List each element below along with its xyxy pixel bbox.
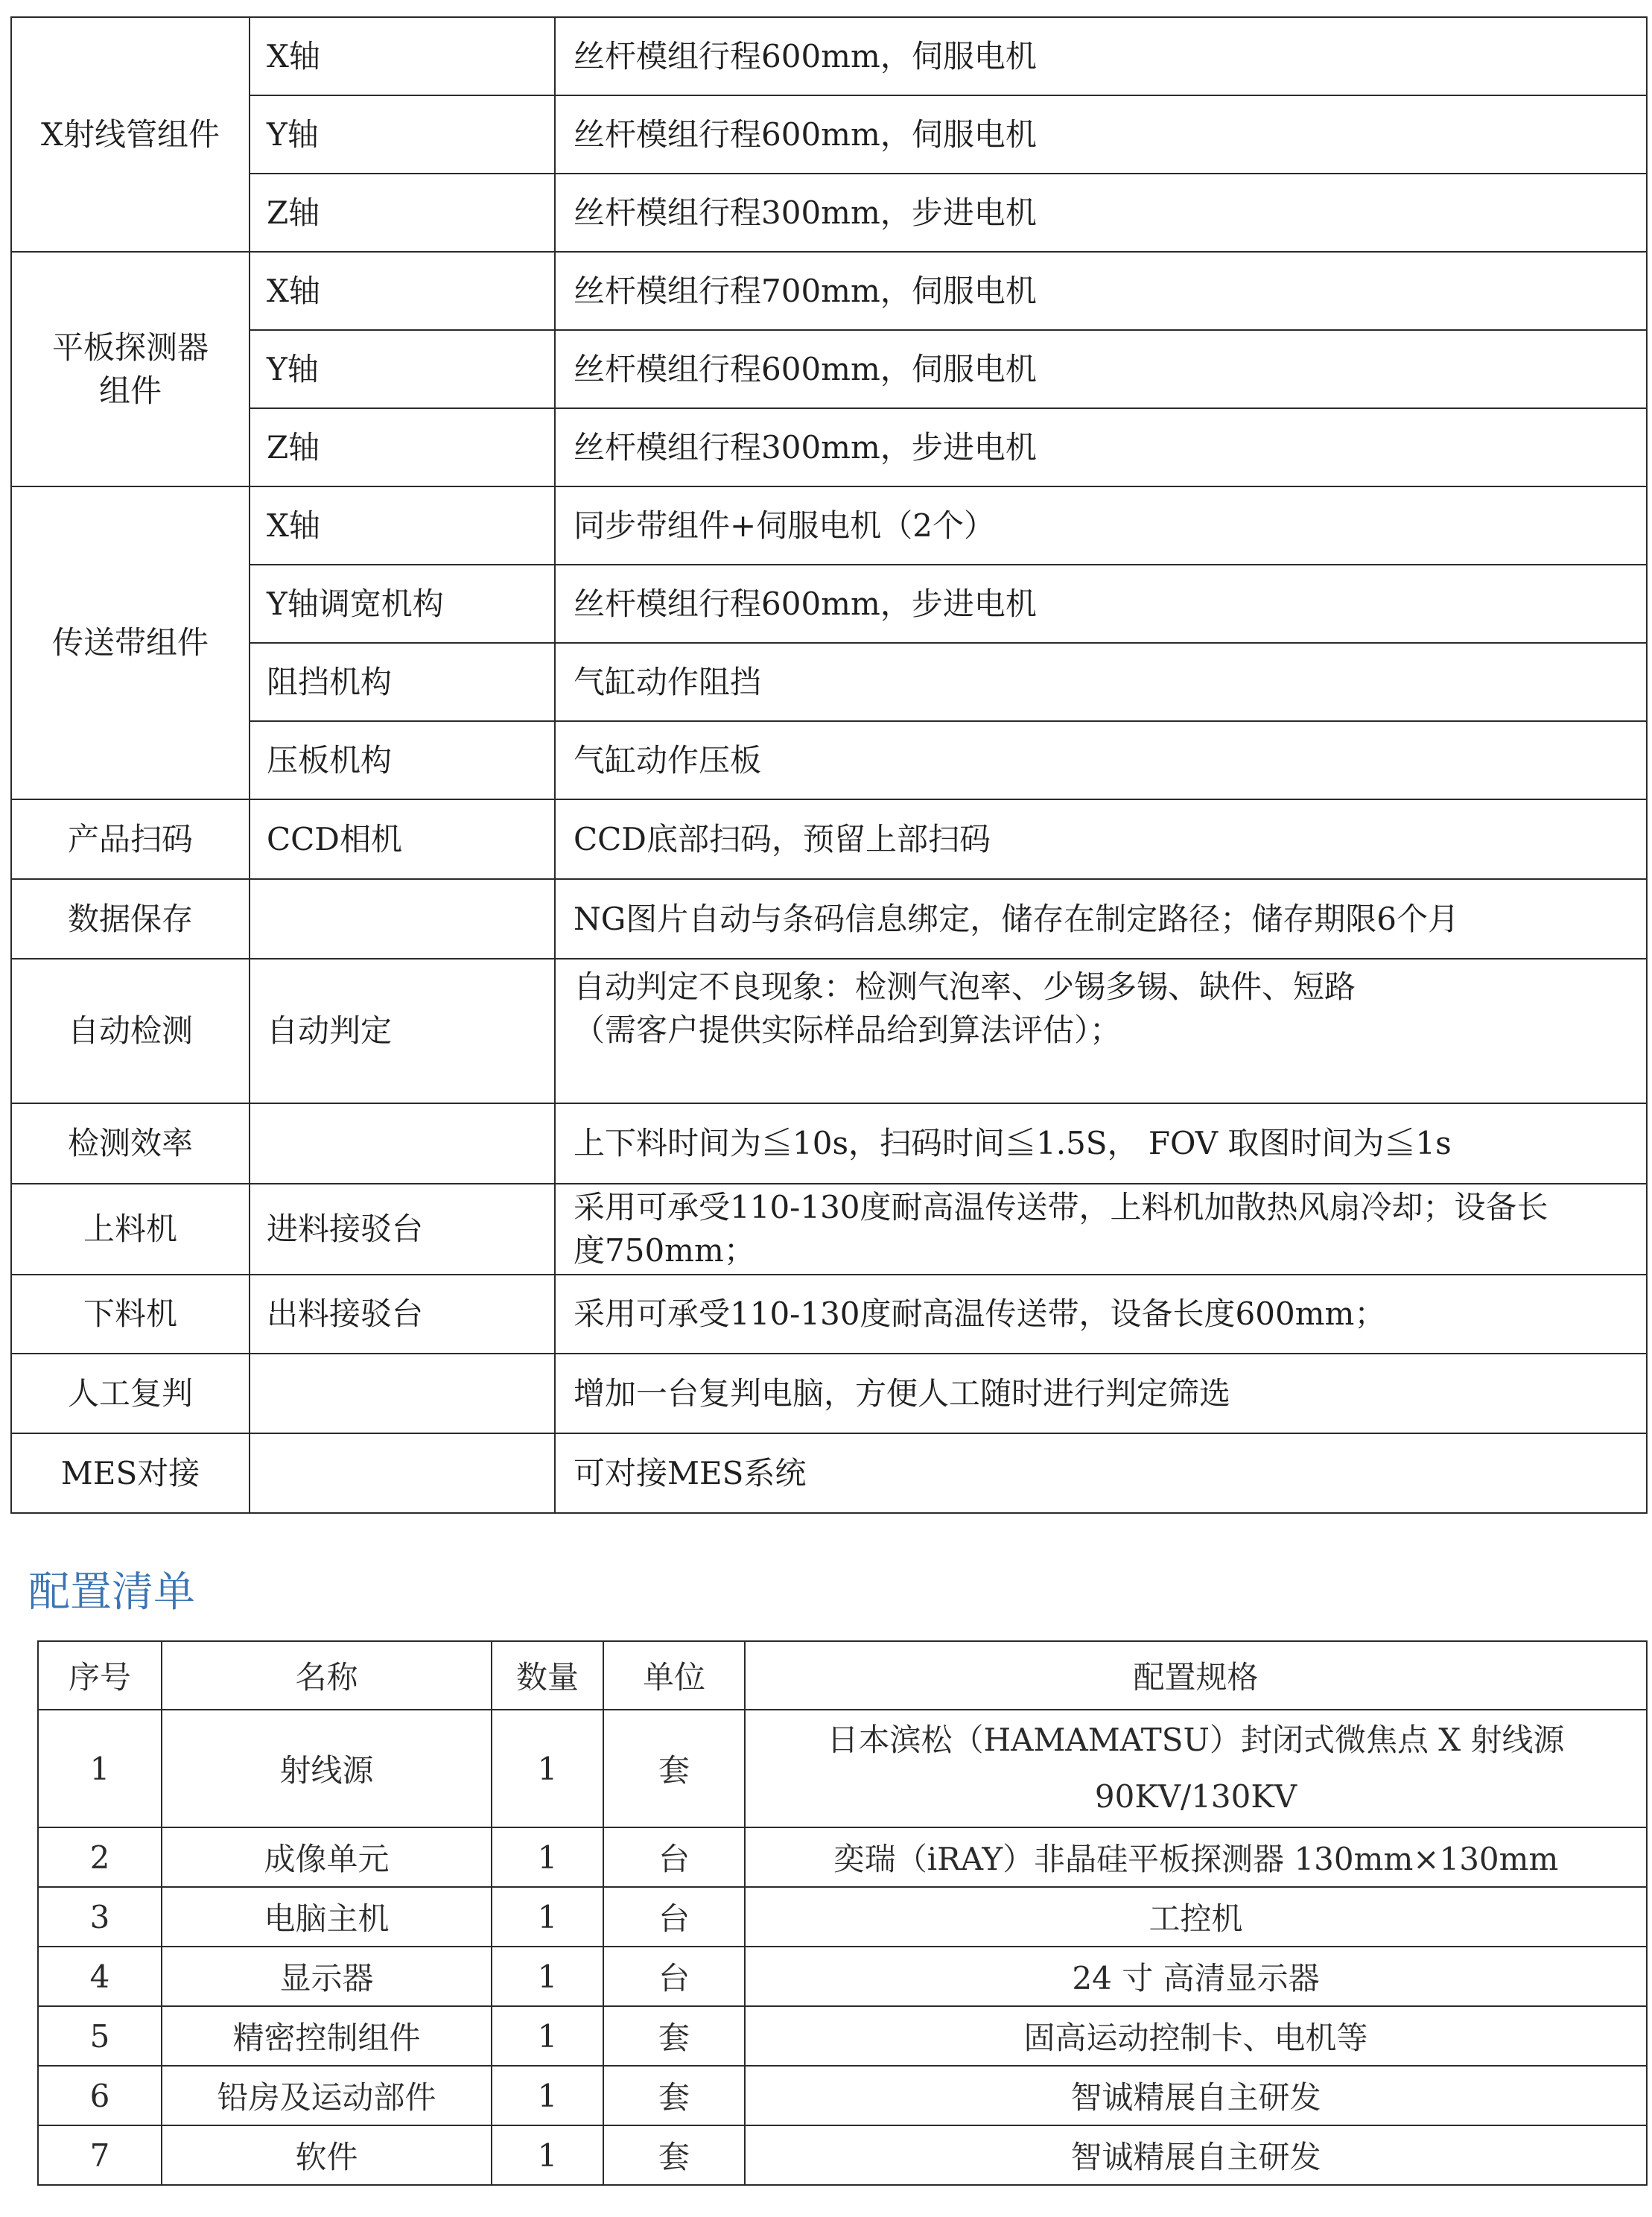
unit-cell: 台	[603, 1827, 745, 1887]
desc-cell: 采用可承受110-130度耐高温传送带，设备长度600mm；	[555, 1275, 1647, 1354]
desc-cell: 丝杆模组行程600mm，伺服电机	[555, 95, 1647, 174]
table-row	[11, 1275, 1647, 1354]
sub-cell: Z轴	[250, 408, 555, 486]
group-cell: 下料机	[11, 1275, 250, 1354]
table-row	[11, 408, 1647, 486]
header-cell: 名称	[162, 1641, 492, 1710]
name-cell: 铅房及运动部件	[162, 2066, 492, 2125]
name-cell: 软件	[162, 2125, 492, 2185]
table-row	[38, 1947, 1647, 2006]
name-cell: 电脑主机	[162, 1887, 492, 1947]
unit-cell: 套	[603, 2066, 745, 2125]
table-row	[11, 1184, 1647, 1275]
sub-cell: 进料接驳台	[250, 1184, 555, 1275]
table-row	[11, 879, 1647, 959]
sub-cell: X轴	[250, 252, 555, 330]
table-row	[11, 643, 1647, 721]
unit-cell: 套	[603, 2006, 745, 2066]
group-cell: 检测效率	[11, 1103, 250, 1184]
no-cell: 5	[38, 2006, 162, 2066]
table-row	[38, 2006, 1647, 2066]
table-row	[38, 2066, 1647, 2125]
qty-cell: 1	[492, 2125, 603, 2185]
spec-cell: 工控机	[745, 1887, 1647, 1947]
desc-line: 度750mm；	[574, 1232, 755, 1269]
table-row	[11, 959, 1647, 1103]
config-table	[37, 1640, 1648, 2186]
table-row	[11, 721, 1647, 799]
no-cell: 7	[38, 2125, 162, 2185]
group-cell	[11, 252, 250, 486]
section-title: 配置清单	[28, 1568, 195, 1617]
name-cell: 精密控制组件	[162, 2006, 492, 2066]
unit-cell: 套	[603, 2125, 745, 2185]
spec-line: 90KV/130KV	[1094, 1778, 1297, 1815]
spec-line: 日本滨松（HAMAMATSU）封闭式微焦点 X 射线源	[827, 1722, 1565, 1758]
no-cell: 4	[38, 1947, 162, 2006]
table-row	[38, 1710, 1647, 1827]
sub-cell: Y轴调宽机构	[250, 565, 555, 643]
sub-cell	[250, 1354, 555, 1433]
sub-cell	[250, 879, 555, 959]
sub-cell: X轴	[250, 17, 555, 95]
unit-cell: 台	[603, 1887, 745, 1947]
qty-cell: 1	[492, 1710, 603, 1827]
table-row	[11, 252, 1647, 330]
table-row	[11, 17, 1647, 95]
desc-cell: 气缸动作压板	[555, 721, 1647, 799]
name-cell: 成像单元	[162, 1827, 492, 1887]
qty-cell: 1	[492, 1887, 603, 1947]
table-row	[38, 2125, 1647, 2185]
desc-cell: 气缸动作阻挡	[555, 643, 1647, 721]
name-cell: 显示器	[162, 1947, 492, 2006]
spec-cell: 智诚精展自主研发	[745, 2125, 1647, 2185]
desc-cell: 上下料时间为≦10s，扫码时间≦1.5S， FOV 取图时间为≦1s	[555, 1103, 1647, 1184]
qty-cell: 1	[492, 1827, 603, 1887]
group-cell: 人工复判	[11, 1354, 250, 1433]
table-row	[11, 174, 1647, 252]
desc-cell	[555, 1184, 1647, 1275]
no-cell: 1	[38, 1710, 162, 1827]
spec-cell: 奕瑞（iRAY）非晶硅平板探测器 130mm×130mm	[745, 1827, 1647, 1887]
group-cell: MES对接	[11, 1433, 250, 1513]
table-row	[11, 565, 1647, 643]
group-cell: 产品扫码	[11, 799, 250, 879]
group-cell: 上料机	[11, 1184, 250, 1275]
sub-cell: Y轴	[250, 95, 555, 174]
header-cell: 序号	[38, 1641, 162, 1710]
unit-cell: 套	[603, 1710, 745, 1827]
header-cell: 配置规格	[745, 1641, 1647, 1710]
no-cell: 3	[38, 1887, 162, 1947]
spec-cell: 24 寸 高清显示器	[745, 1947, 1647, 2006]
group-cell: 传送带组件	[11, 486, 250, 799]
sub-cell: Z轴	[250, 174, 555, 252]
table-row	[38, 1887, 1647, 1947]
desc-cell: 同步带组件+伺服电机（2个）	[555, 486, 1647, 565]
sub-cell: CCD相机	[250, 799, 555, 879]
group-cell: 自动检测	[11, 959, 250, 1103]
desc-cell: NG图片自动与条码信息绑定，储存在制定路径；储存期限6个月	[555, 879, 1647, 959]
no-cell: 6	[38, 2066, 162, 2125]
qty-cell: 1	[492, 2006, 603, 2066]
group-name-line: 组件	[98, 372, 162, 409]
table-header-row	[38, 1641, 1647, 1710]
sub-cell: 阻挡机构	[250, 643, 555, 721]
sub-cell: 出料接驳台	[250, 1275, 555, 1354]
sub-cell	[250, 1433, 555, 1513]
desc-cell: 丝杆模组行程600mm，步进电机	[555, 565, 1647, 643]
desc-line: 自动判定不良现象：检测气泡率、少锡多锡、缺件、短路	[574, 968, 1356, 1005]
desc-cell: 丝杆模组行程600mm，伺服电机	[555, 17, 1647, 95]
spec-cell: 智诚精展自主研发	[745, 2066, 1647, 2125]
desc-cell	[555, 959, 1647, 1103]
spec-table	[10, 16, 1648, 1514]
unit-cell: 台	[603, 1947, 745, 2006]
table-row	[11, 1354, 1647, 1433]
table-row	[11, 1103, 1647, 1184]
group-cell: X射线管组件	[11, 17, 250, 252]
table-row	[11, 486, 1647, 565]
desc-cell: 可对接MES系统	[555, 1433, 1647, 1513]
table-row	[11, 330, 1647, 408]
desc-cell: 丝杆模组行程300mm，步进电机	[555, 408, 1647, 486]
table-row	[11, 1433, 1647, 1513]
header-cell: 数量	[492, 1641, 603, 1710]
header-cell: 单位	[603, 1641, 745, 1710]
desc-cell: 丝杆模组行程300mm，步进电机	[555, 174, 1647, 252]
spec-cell	[745, 1710, 1647, 1827]
table-row	[11, 95, 1647, 174]
spec-cell: 固高运动控制卡、电机等	[745, 2006, 1647, 2066]
sub-cell: 压板机构	[250, 721, 555, 799]
sub-cell: 自动判定	[250, 959, 555, 1103]
desc-cell: 丝杆模组行程600mm，伺服电机	[555, 330, 1647, 408]
desc-line: （需客户提供实际样品给到算法评估）；	[574, 1012, 1122, 1048]
qty-cell: 1	[492, 1947, 603, 2006]
name-cell: 射线源	[162, 1710, 492, 1827]
group-cell: 数据保存	[11, 879, 250, 959]
sub-cell: Y轴	[250, 330, 555, 408]
table-row	[11, 799, 1647, 879]
desc-cell: 增加一台复判电脑，方便人工随时进行判定筛选	[555, 1354, 1647, 1433]
qty-cell: 1	[492, 2066, 603, 2125]
no-cell: 2	[38, 1827, 162, 1887]
sub-cell	[250, 1103, 555, 1184]
desc-cell: CCD底部扫码，预留上部扫码	[555, 799, 1647, 879]
group-name-line: 平板探测器	[51, 329, 209, 366]
desc-line: 采用可承受110-130度耐高温传送带，上料机加散热风扇冷却；设备长	[574, 1189, 1548, 1225]
table-row	[38, 1827, 1647, 1887]
desc-cell: 丝杆模组行程700mm，伺服电机	[555, 252, 1647, 330]
sub-cell: X轴	[250, 486, 555, 565]
